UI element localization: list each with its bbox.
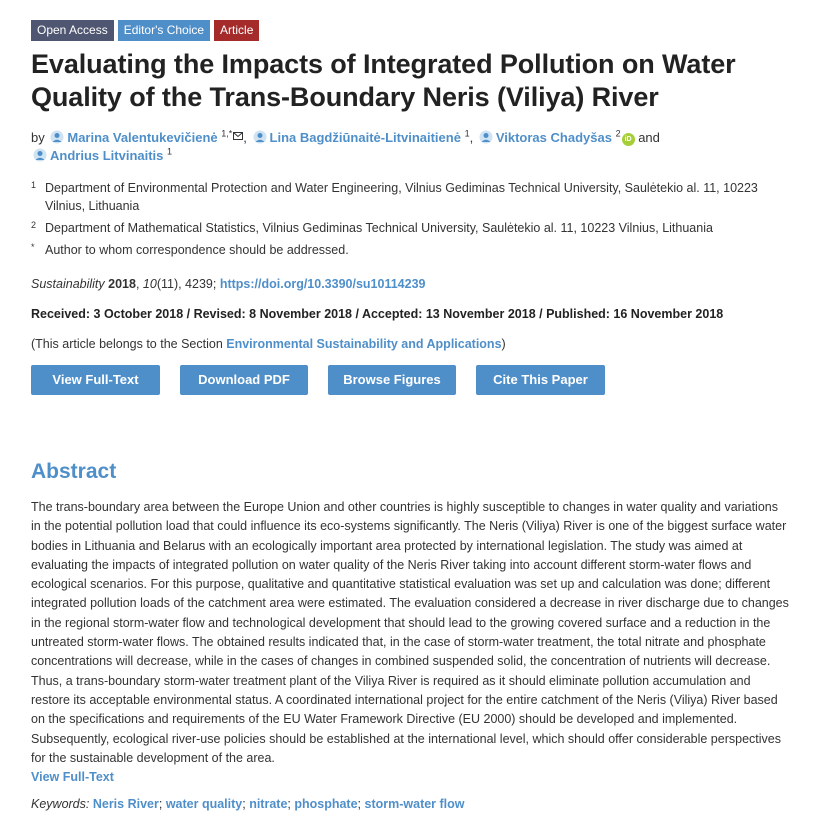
doi-link[interactable]: https://doi.org/10.3390/su10114239 [219,277,426,291]
download-pdf-button[interactable]: Download PDF [180,365,308,395]
action-buttons [31,365,791,395]
author-profile-icon[interactable] [49,130,65,144]
author-name[interactable]: Lina Bagdžiūnaitė-Litvinaitienė [269,130,461,145]
author-profile-icon[interactable] [32,148,48,162]
publication-dates: Received: 3 October 2018 / Revised: 8 November 2018 / Accepted: 13 November 2018 / Published: 16 November 2018 [31,307,724,321]
keyword-link[interactable]: storm-water flow [364,797,465,812]
editors-choice-badge[interactable]: Editor's Choice [118,20,210,41]
keyword-link[interactable]: nitrate [249,797,288,812]
orcid-icon[interactable]: iD [622,133,635,146]
affiliation-text: Department of Environmental Protection and Water Engineering, Vilnius Gediminas Technical University, Saulėtekio al. 11, 10223 Vilnius, Lithuania [45,181,758,213]
keyword-link[interactable]: water quality [165,797,243,812]
author-profile-icon[interactable] [252,130,268,144]
author-name[interactable]: Marina Valentukevičienė [67,130,218,145]
author-name[interactable]: Viktoras Chadyšas [495,130,612,145]
section-membership [31,335,791,353]
browse-figures-button[interactable]: Browse Figures [328,365,456,395]
article-page [31,20,791,813]
citation-issue: (11), 4239; [156,277,217,291]
by-label: by [31,130,45,145]
affiliation-number: 1 [31,180,37,190]
affiliation-item [31,241,791,259]
keyword-link[interactable]: phosphate [294,797,358,812]
affiliations [31,179,791,259]
keywords: Keywords: Neris River; water quality; nitrate; phosphate; storm-water flow [31,797,465,812]
author-affil-sup: 1 [464,128,470,139]
section-suffix: ) [501,337,506,351]
journal-name: Sustainability [31,277,105,291]
section-link[interactable]: Environmental Sustainability and Applications [226,337,502,351]
abstract-heading: Abstract [31,460,117,483]
author-affil-sup: 1 [167,146,173,157]
section-prefix: (This article belongs to the Section [31,337,227,351]
author-affil-sup: 2 [615,128,621,139]
open-access-badge[interactable]: Open Access [31,20,114,41]
article-title: Evaluating the Impacts of Integrated Pollution on Water Quality of the Trans-Boundary Neris (Viliya) River [31,49,736,112]
affiliation-number: * [31,242,35,252]
keyword-link[interactable]: Neris River [92,797,159,812]
affiliation-text: Author to whom correspondence should be addressed. [45,243,349,257]
author-affil-sup: 1,* [221,128,233,139]
abstract-text: The trans-boundary area between the Europe Union and other countries is highly susceptible to changes in water quality and variations in the potential pollution load that could influence its eco-systems significantly. The Neris (Viliya) River is one of the biggest surface water bodies in Lithuania and Belarus with an ecologically important area protected by international legislation. The study was aimed at evaluating the impacts of integrated pollution on water quality of the Neris River taking into account different storm-water flows and ecological scenarios. For this purpose, qualitative and quantitative statistical evaluation was set up and calculation was done; different integrated pollution loads of the catchment area were estimated. The evaluation considered a decrease in river discharge due to changes in the regional storm-water flow and technological development that should lead to the growing covered surface and a reduction in the untreated storm-water flows. The obtained results indicated that, in the case of storm-water treatment, the total nitrate and phosphate concentrations will decrease, while in the cases of changes in combined suspended solid, the concentration of nutrients will decrease. Thus, a trans-boundary storm-water treatment plant of the Viliya River is required as it should eliminate pollution accumulation and restore its acceptable environmental status. A coordinated international project for the entire catchment of the Neris (Viliya) River based on the specifications and requirements of the EU Water Framework Directive (EU 2000) should be developed and implemented. Subsequently, ecological river-use policies should be established at the international level, which should offer considerable perspectives for the sustainable development of the area. [31,500,789,765]
affiliation-item [31,179,791,215]
author-list: by Marina Valentukevičienė $^{1,*}$ , Lina Bagdžiūnaitė-Litvinaitienė $^1$, Viktoras Chadyšas $^2$iD and Andrius Litvinaitis $^1$ [31,128,660,163]
view-full-text-button[interactable]: View Full-Text [31,365,160,395]
citation-year: 2018 [108,277,136,291]
author-profile-icon[interactable] [478,130,494,144]
cite-paper-button[interactable]: Cite This Paper [476,365,605,395]
affiliation-number: 2 [31,220,37,230]
affiliation-text: Department of Mathematical Statistics, Vilnius Gediminas Technical University, Saulėtekio al. 11, 10223 Vilnius, Lithuania [45,221,713,235]
citation-line: Sustainability 2018, 10(11), 4239; https://doi.org/10.3390/su10114239 [31,277,426,291]
author-name[interactable]: Andrius Litvinaitis [50,148,164,163]
view-full-text-link[interactable]: View Full-Text [31,770,114,785]
and-label: and [638,130,660,145]
affiliation-item [31,219,791,237]
article-type-badge: Article [214,20,259,41]
keywords-label: Keywords: [31,797,90,812]
citation-volume: 10 [142,277,157,291]
email-icon[interactable] [233,132,243,140]
badges [31,20,791,41]
